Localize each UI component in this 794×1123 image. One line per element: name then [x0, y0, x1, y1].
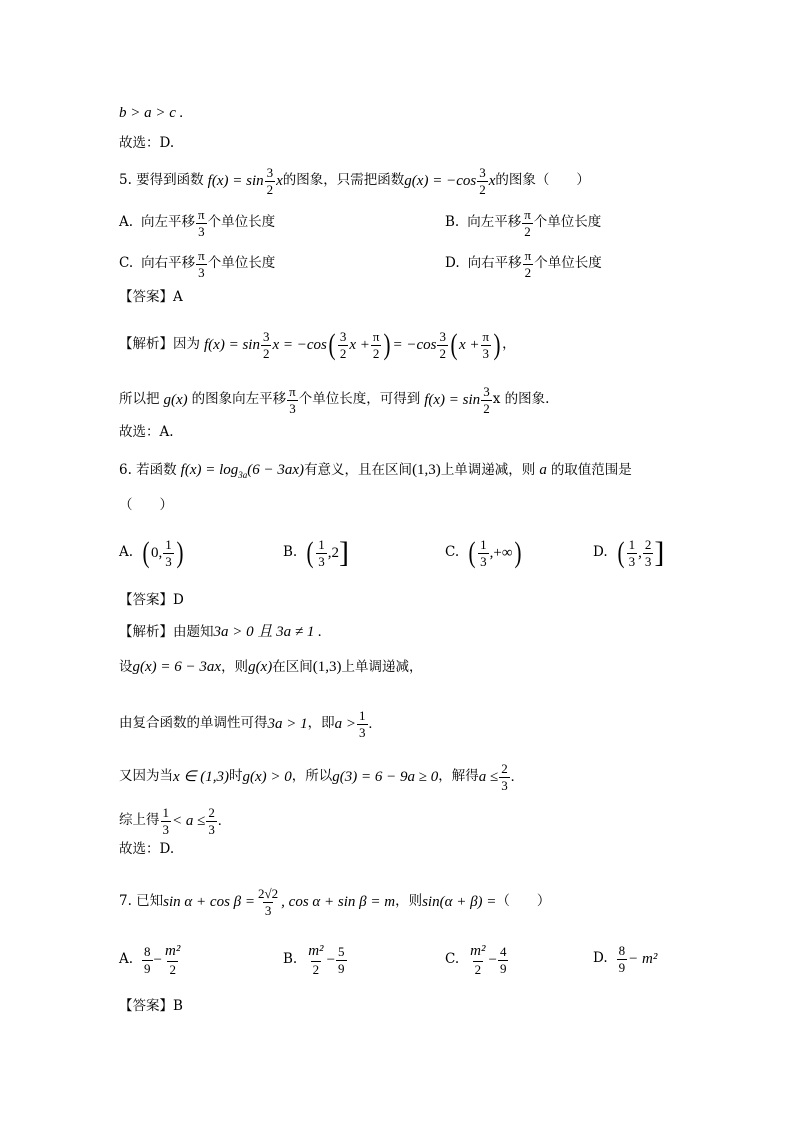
q5-mid: 的图象，只需把函数	[282, 172, 405, 189]
inequality-text: b > a > c .	[119, 105, 184, 121]
q5-end: 的图象（ ）	[495, 172, 590, 189]
q7-option-a: A. $\frac{8}{9}$ − $\frac{\text{m²}}{2}$	[119, 943, 181, 977]
q7-option-c: C. $\frac{\text{m²}}{2}$ − $\frac{4}{9}$	[445, 943, 507, 977]
q5-var-g: x	[488, 172, 496, 189]
q5-option-c: C. 向右平移 $\frac{\pi}{3}$ 个单位长度	[119, 248, 276, 280]
q5-analysis: 【解析】 因为 f(x) = sin $\frac{3}{2}$ x = −cos ( $\frac{3}{2}$ x + $\frac{\pi}{2}$ ) = −cos $\frac{3}{2}$ ( x + $\frac{\pi}{3}$ ) ，	[119, 328, 516, 362]
q5-frac-g: $\frac{3}{2}$	[479, 165, 486, 197]
q6-analysis-1: 【解析】 由题知 3a > 0 且 3a ≠ 1 .	[119, 623, 322, 640]
q6-final: 故选：D.	[119, 841, 175, 857]
q7-option-d: D. $\frac{8}{9}$ − m²	[593, 943, 658, 975]
q5-stem	[119, 166, 590, 196]
q6-option-a: A. ( 0, $\frac{1}{3}$ )	[119, 536, 184, 570]
q5-option-d: D. 向右平移 $\frac{\pi}{2}$ 个单位长度	[445, 248, 602, 280]
q5-option-b: B. 向左平移 $\frac{\pi}{2}$ 个单位长度	[445, 207, 602, 239]
q7-stem: 7. 已知 sin α + cos β = $\frac{2√2}{3}$ , cos α + sin β = m ，则 sin(α + β) = （ ）	[119, 886, 551, 918]
q6-answer: 【答案】D	[119, 592, 184, 608]
q5-gx: g(x) = −cos	[404, 172, 477, 189]
line-prev-conclusion	[119, 106, 183, 121]
analysis-label: 【解析】	[119, 336, 173, 353]
q6-paren: （ ）	[119, 497, 173, 513]
q6-analysis-2: 设 g(x) = 6 − 3ax ，则 g(x) 在区间 (1,3) 上单调递减，	[119, 658, 423, 675]
q5-fx: f(x) = sin	[207, 172, 264, 189]
q5-frac-f: $\frac{3}{2}$	[266, 165, 274, 197]
q5-var-f: x	[276, 172, 283, 189]
q6-analysis-4: 又因为当 x ∈ (1,3) 时 g(x) > 0 ，所以 g(3) = 6 − 9a ≥ 0 ，解得 a ≤ $\frac{2}{3}$ .	[119, 761, 515, 793]
q5-option-a: A. 向左平移 $\frac{\pi}{3}$ 个单位长度	[119, 207, 276, 239]
q7-answer: 【答案】B	[119, 998, 183, 1014]
q6-option-b: B. ( $\frac{1}{3}$ ,2 ]	[283, 536, 349, 570]
q6-analysis-3: 由复合函数的单调性可得 3a > 1 ，即 a > $\frac{1}{3}$ .	[119, 708, 373, 740]
q6-option-c: C. ( $\frac{1}{3}$ ,+∞ )	[445, 536, 522, 570]
choice-text: 故选：D.	[119, 135, 175, 151]
q5-analysis-line2: 所以把 g(x) 的图象向左平移 $\frac{\pi}{3}$ 个单位长度，可得到 f(x) = sin $\frac{3}{2}$ x 的图象.	[119, 384, 550, 416]
q5-answer: 【答案】A	[119, 289, 183, 305]
q6-analysis-5: 综上得 $\frac{1}{3}$ < a ≤ $\frac{2}{3}$ .	[119, 805, 222, 837]
line-prev-answer	[119, 137, 174, 151]
q6-option-d: D. ( $\frac{1}{3}$ , $\frac{2}{3}$ ]	[593, 536, 665, 570]
q5-final: 故选：A.	[119, 424, 174, 440]
q7-option-b: B. $\frac{\text{m²}}{2}$ − $\frac{5}{9}$	[283, 943, 345, 977]
q6-stem: 6. 若函数 f(x) = log 3a (6 − 3ax) 有意义，且在区间 (1,3) 上单调递减，则 a 的取值范围是	[119, 461, 632, 480]
q5-prefix: 5. 要得到函数	[119, 172, 204, 189]
